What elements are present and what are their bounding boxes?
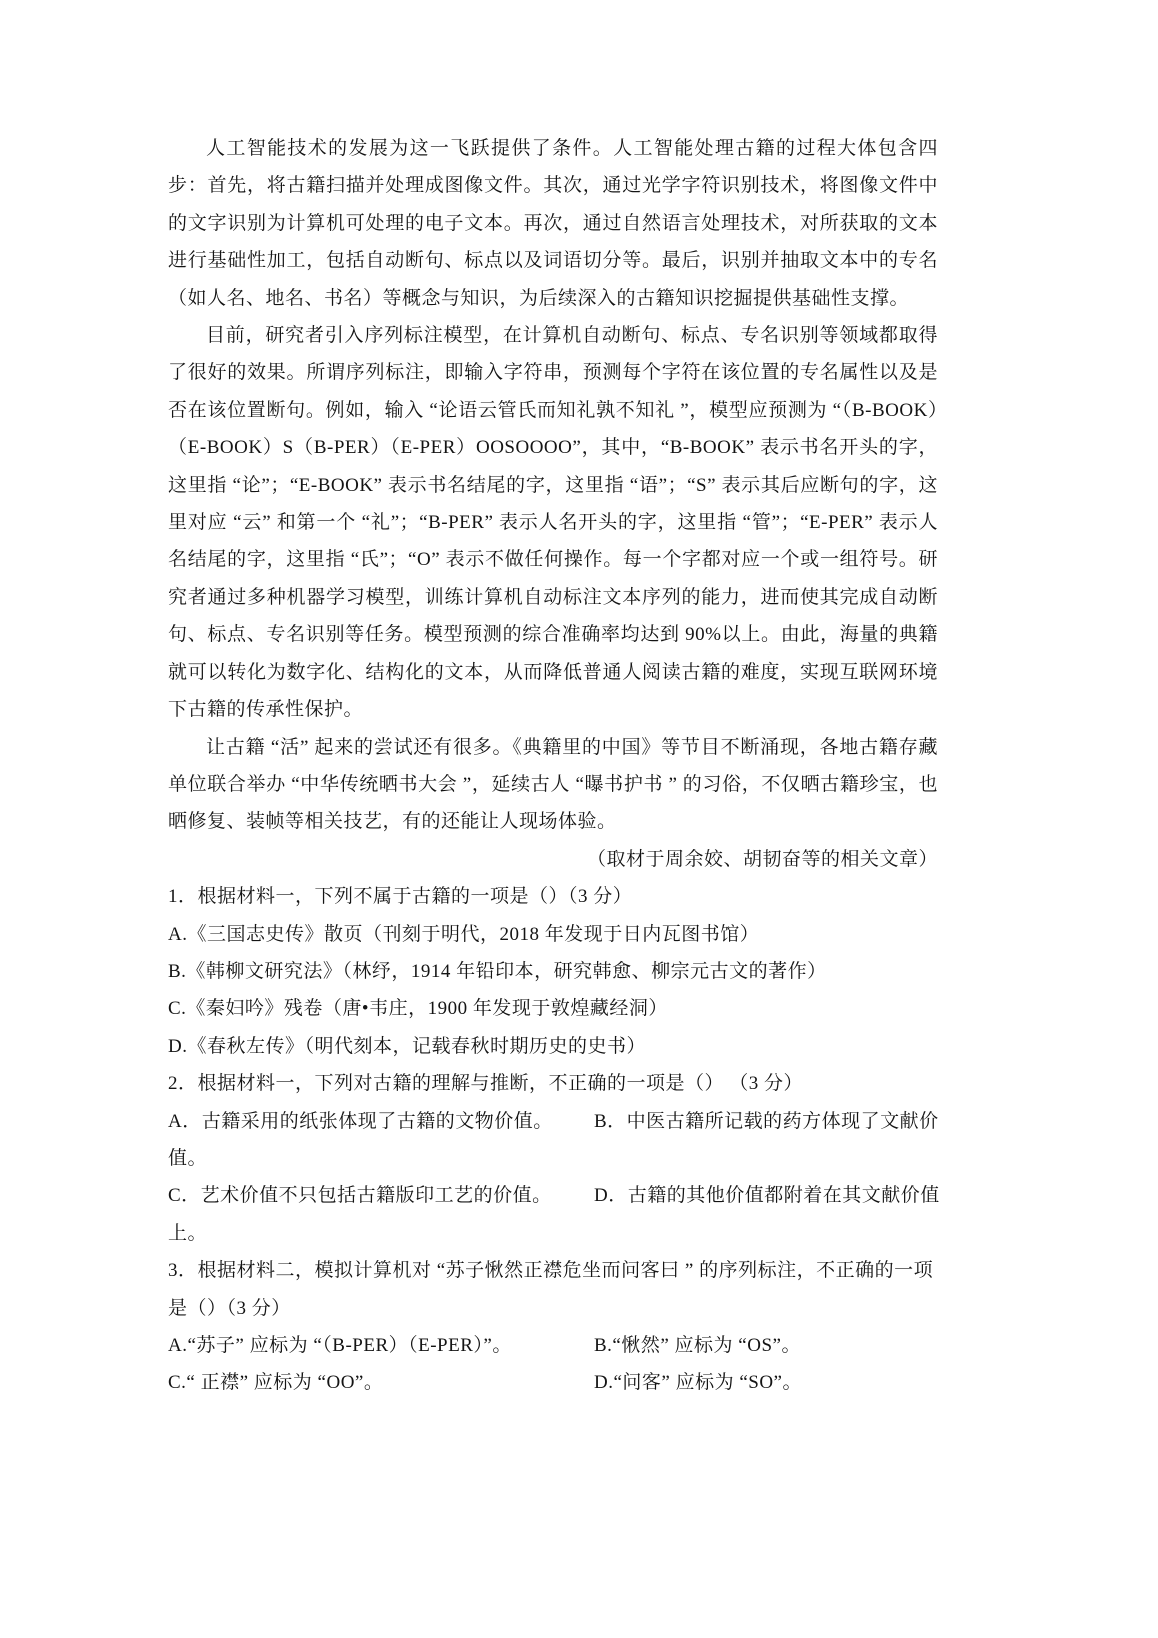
question-3-options-row-ab [168,1327,938,1364]
question-3-stem-line-1: 3．根据材料二，模拟计算机对 “苏子愀然正襟危坐而问客曰 ” 的序列标注，不正确的一项 [168,1260,934,1282]
question-3-stem-line-2: 是（）（3 分） [168,1297,291,1319]
question-1-option-c: C.《秦妇吟》残卷（唐•韦庄，1900 年发现于敦煌藏经洞） [168,998,668,1020]
paragraph-ancient-books-alive: 让古籍 “活” 起来的尝试还有很多。《典籍里的中国》等节目不断涌现，各地古籍存藏单位联合举办 “中华传统晒书大会 ”，延续古人 “曝书护书 ” 的习俗，不仅晒古籍珍宝，也晒修复、装帧等相关技艺，有的还能让人现场体验。 [168,736,938,833]
question-3-options-row-cd [168,1364,938,1401]
question-2-option-b: B．中医古籍所记载的药方体现了文献价 [594,1110,939,1132]
question-1-option-b: B.《韩柳文研究法》（林纾，1914 年铅印本，研究韩愈、柳宗元古文的著作） [168,960,827,982]
source-attribution: （取材于周余姣、胡韧奋等的相关文章） [586,848,938,870]
question-2-option-a: A．古籍采用的纸张体现了古籍的文物价值。 [168,1110,553,1132]
question-2-options-row-ab [168,1103,938,1140]
question-2-option-d-wrap: 上。 [168,1222,208,1244]
paragraph-sequence-labeling: 目前，研究者引入序列标注模型，在计算机自动断句、标点、专名识别等领域都取得了很好的效果。所谓序列标注，即输入字符串，预测每个字符在该位置的专名属性以及是否在该位置断句。例如，输入 “论语云管氏而知礼孰不知礼 ”，模型应预测为 “（B-BOOK）（E-BOOK）S（B-PER）（E-PER）OOSOOOO”，其中，“B-BOOK” 表示书名开头的字，这里指 “论”；“E-BOOK” 表示书名结尾的字，这里指 “语”；“S” 表示其后应断句的字，这里对应 “云” 和第一个 “礼”；“B-PER” 表示人名开头的字，这里指 “管”；“E-PER” 表示人名结尾的字，这里指 “氏”；“O” 表示不做任何操作。每一个字都对应一个或一组符号。研究者通过多种机器学习模型，训练计算机自动标注文本序列的能力，进而使其完成自动断句、标点、专名识别等任务。模型预测的综合准确率均达到 90%以上。由此，海量的典籍就可以转化为数字化、结构化的文本，从而降低普通人阅读古籍的难度，实现互联网环境下古籍的传承性保护。 [168,325,938,721]
question-1-option-a: A.《三国志史传》散页（刊刻于明代，2018 年发现于日内瓦图书馆） [168,923,760,945]
question-2-option-d: D．古籍的其他价值都附着在其文献价值 [594,1185,940,1207]
question-3-option-a: A.“苏子” 应标为 “（B-PER）（E-PER）”。 [168,1335,512,1356]
question-2-option-b-wrap: 值。 [168,1147,208,1169]
question-2-option-c: C．艺术价值不只包括古籍版印工艺的价值。 [168,1185,552,1207]
question-3-option-c: C.“ 正襟” 应标为 “OO”。 [168,1372,384,1394]
question-1-stem: 1．根据材料一，下列不属于古籍的一项是（）（3 分） [168,886,633,908]
question-2-stem: 2．根据材料一，下列对古籍的理解与推断，不正确的一项是（） （3 分） [168,1073,804,1095]
question-3-option-b: B.“愀然” 应标为 “OS”。 [594,1335,801,1356]
question-3-option-d: D.“问客” 应标为 “SO”。 [594,1372,802,1394]
paragraph-ai-process: 人工智能技术的发展为这一飞跃提供了条件。人工智能处理古籍的过程大体包含四步：首先，将古籍扫描并处理成图像文件。其次，通过光学字符识别技术，将图像文件中的文字识别为计算机可处理的电子文本。再次，通过自然语言处理技术，对所获取的文本进行基础性加工，包括自动断句、标点以及词语切分等。最后，识别并抽取文本中的专名（如人名、地名、书名）等概念与知识，为后续深入的古籍知识挖掘提供基础性支撑。 [168,138,938,309]
question-2-options-row-cd [168,1177,938,1214]
question-1-option-d: D.《春秋左传》（明代刻本，记载春秋时期历史的史书） [168,1035,646,1057]
